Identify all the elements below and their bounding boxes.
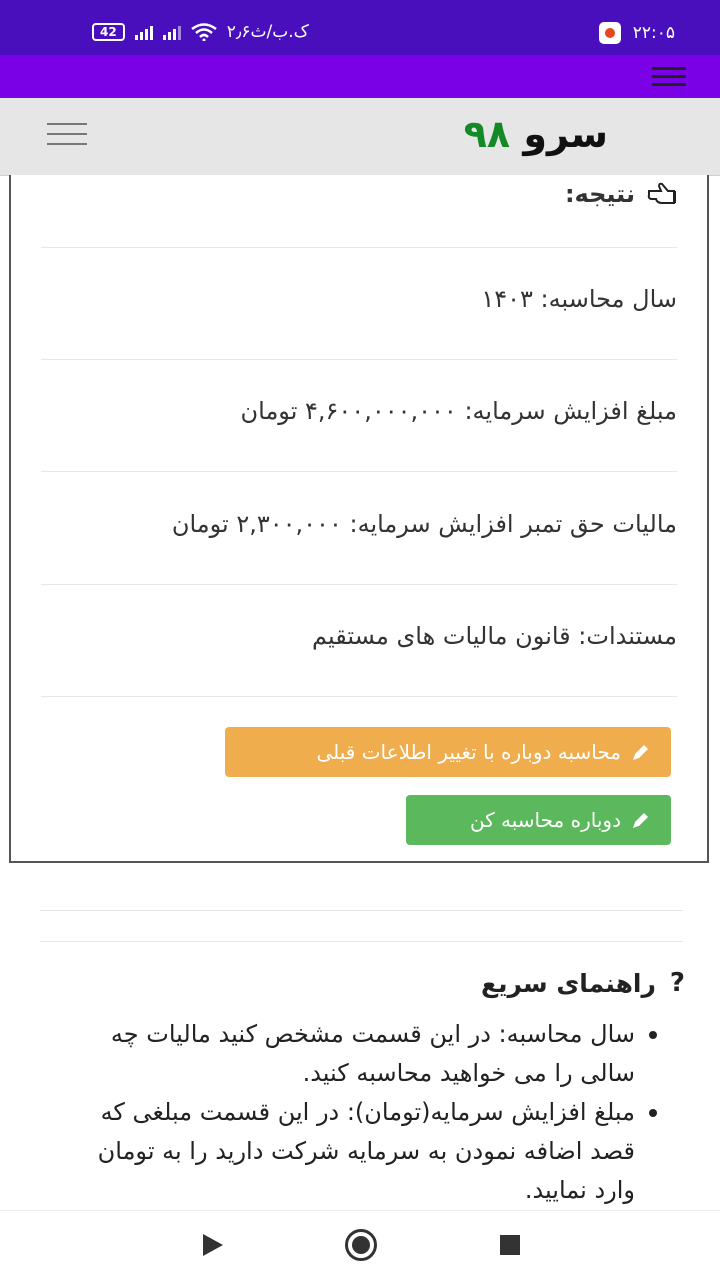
row-stamp-tax [41,510,677,538]
divider [41,471,677,472]
divider [40,910,683,911]
result-title-text: نتیجه: [564,180,635,208]
documents-value: قانون مالیات های مستقیم [312,622,571,650]
status-bar [0,0,720,55]
row-capital-increase [41,397,677,425]
row-documents [41,622,677,650]
capital-increase-label: مبلغ افزایش سرمایه: [464,397,677,425]
signal-icon-2 [163,24,181,40]
recalculate-button[interactable] [406,795,671,845]
status-left-group [92,22,309,42]
divider [40,941,683,942]
pencil-icon [631,810,651,830]
status-right-group [599,22,675,44]
recalc-with-previous-button[interactable] [225,727,671,777]
capital-increase-value: ۴,۶۰۰,۰۰۰,۰۰۰ تومان [240,397,457,425]
calc-year-value: ۱۴۰۳ [481,285,533,313]
site-logo[interactable] [464,112,608,156]
logo-number: ۹۸ [463,112,511,156]
quick-guide-title [481,968,685,998]
screen-record-icon [599,22,621,44]
list-item: سال محاسبه: در این قسمت مشخص کنید مالیات چه سالی را می خواهید محاسبه کنید. [50,1015,635,1093]
logo-text: سرو [523,112,608,156]
status-time: ۲۲:۰۵ [632,23,675,43]
site-header [0,98,720,176]
recent-apps-icon[interactable] [500,1235,520,1255]
top-menu-icon[interactable] [652,67,686,91]
question-icon: ? [669,968,685,998]
pencil-icon [631,742,651,762]
stamp-tax-value: ۲,۳۰۰,۰۰۰ تومان [171,510,342,538]
result-title [41,180,677,208]
stamp-tax-label: مالیات حق تمبر افزایش سرمایه: [349,510,677,538]
battery-icon: 42 [92,23,125,41]
pointing-hand-icon [647,182,677,206]
calc-year-label: سال محاسبه: [540,285,677,313]
quick-guide-list [50,1015,635,1210]
recalc-with-previous-label: محاسبه دوباره با تغییر اطلاعات قبلی [316,740,621,764]
top-app-bar [0,55,720,98]
row-calc-year [41,285,677,313]
network-speed: ۲٫۶ک.ب/ث [226,22,309,42]
home-icon[interactable] [345,1229,377,1261]
documents-label: مستندات: [578,622,677,650]
recalculate-label: دوباره محاسبه کن [469,808,621,832]
wifi-icon [191,23,217,41]
divider [41,696,677,697]
quick-guide-title-text: راهنمای سریع [481,968,656,998]
divider [41,584,677,585]
list-item: مبلغ افزایش سرمایه(تومان): در این قسمت مبلغی که قصد اضافه نمودن به سرمایه شرکت دارید را به تومان وارد نمایید. [50,1093,635,1210]
signal-icon [135,24,153,40]
menu-icon[interactable] [47,123,87,153]
divider [41,359,677,360]
divider [41,247,677,248]
back-icon[interactable] [203,1234,223,1256]
